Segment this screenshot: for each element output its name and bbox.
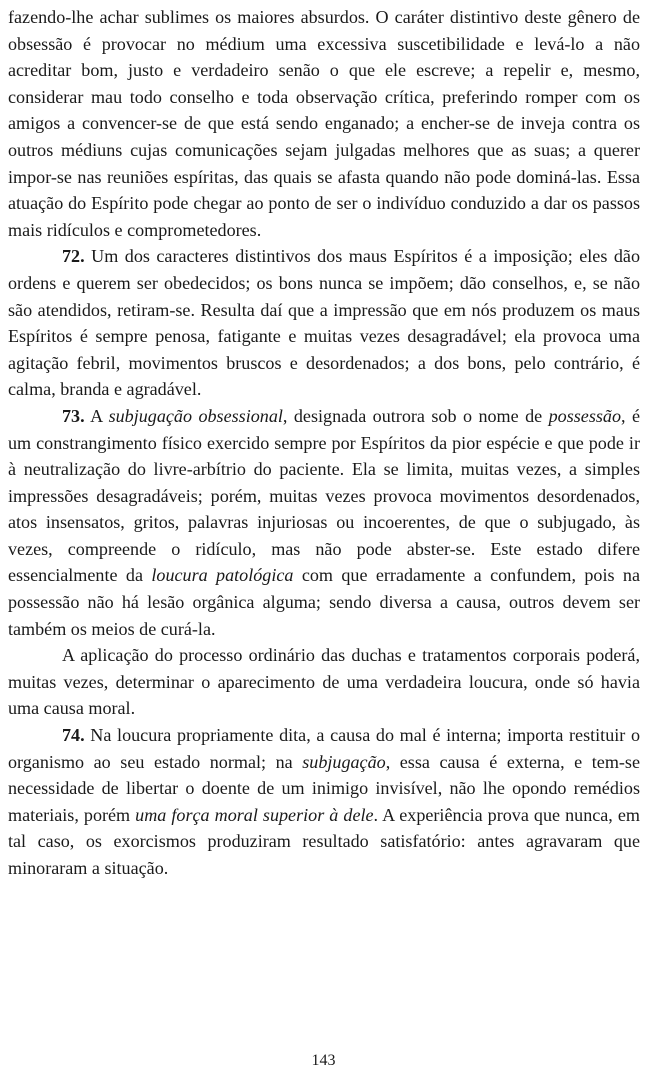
paragraph-72 xyxy=(8,243,640,403)
body-text: A xyxy=(84,405,109,426)
body-text: , designada outrora sob o nome de xyxy=(282,405,549,426)
paragraph-74 xyxy=(8,722,640,882)
page-number: 143 xyxy=(311,1052,336,1069)
emphasis-text: subjugação xyxy=(302,751,386,772)
emphasis-text: possessão xyxy=(548,405,621,426)
paragraph-73-continued xyxy=(8,642,640,722)
body-text: Um dos caracteres distintivos dos maus Espíritos é a imposição; eles dão ordens e querem ser obedecidos; os bons nunca se impõem; dão conselhos, e, se não são atendidos, retiram-se. Resulta daí que a impressão que em nós produzem os maus Espíritos é sempre penosa, fatigante e muitas vezes desagradável; ela provoca uma agitação febril, movimentos bruscos e desordenados; a dos bons, pelo contrário, é calma, branda e agradável. xyxy=(8,246,640,400)
body-text: fazendo-lhe achar sublimes os maiores absurdos. O caráter distintivo deste gênero de obsessão é provocar no médium uma excessiva suscetibilidade e levá-lo a não acreditar bom, justo e verdadeiro senão o que ele escreve; a repelir e, mesmo, considerar mau todo conselho e toda observação crítica, preferindo romper com os amigos a convencer-se de que está sendo enganado; a encher-se de inveja contra os outros médiuns cujas comunicações sejam julgadas melhores que as suas; a querer impor-se nas reuniões espíritas, das quais se afasta quando não pode dominá-las. Essa atuação do Espírito pode chegar ao ponto de ser o indivíduo conduzido a dar os passos mais ridículos e comprometedores. xyxy=(8,7,640,240)
paragraph-73 xyxy=(8,403,640,642)
body-text: . A experiência prova que nunca, em tal caso, os exorcismos produziram resultado satisfatório: antes agravaram que minoraram a situação. xyxy=(8,804,640,878)
body-text: A aplicação do processo ordinário das duchas e tratamentos corporais poderá, muitas vezes, determinar o aparecimento de uma verdadeira loucura, onde só havia uma causa moral. xyxy=(8,645,640,719)
emphasis-text: subjugação obsessional xyxy=(108,405,283,426)
paragraph-continuation xyxy=(8,4,640,243)
emphasis-text: loucura patológica xyxy=(151,565,294,586)
page-body xyxy=(8,4,640,882)
body-text: , essa causa é externa, e tem-se necessidade de libertar o doente de um inimigo invisível, não lhe opondo remédios materiais, porém xyxy=(8,751,640,825)
section-number: 72. xyxy=(62,246,85,267)
body-text: com que erradamente a confundem, pois na possessão não há lesão orgânica alguma; sendo diversa a causa, outros devem ser também os meios de curá-la. xyxy=(8,565,640,639)
section-number: 74. xyxy=(62,725,85,746)
body-text: Na loucura propriamente dita, a causa do mal é interna; importa restituir o organismo ao seu estado normal; na xyxy=(8,725,640,772)
emphasis-text: uma força moral superior à dele xyxy=(135,804,374,825)
section-number: 73. xyxy=(62,405,85,426)
body-text: , é um constrangimento físico exercido sempre por Espíritos da pior espécie e que pode ir à neutralização do livre-arbítrio do paciente. Ela se limita, muitas vezes, a simples impressões desagradáveis; porém, muitas vezes provoca movimentos desordenados, atos insensatos, gritos, palavras injuriosas ou incoerentes, de que o subjugado, às vezes, compreende o ridículo, mas não pode abster-se. Este estado difere essencialmente da xyxy=(8,405,640,586)
